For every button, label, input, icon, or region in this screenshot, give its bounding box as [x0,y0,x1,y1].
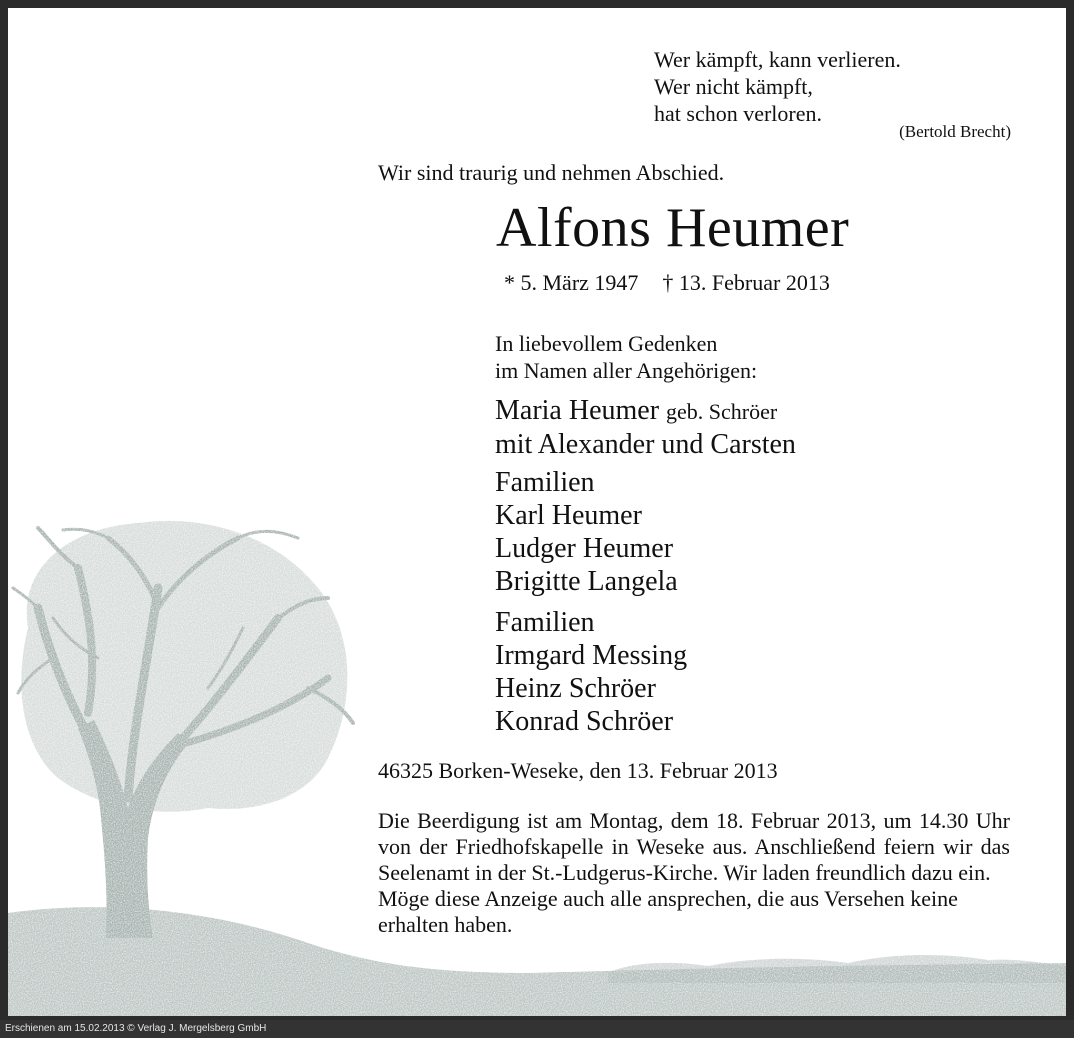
quote-block [654,46,901,127]
family-line: Irmgard Messing [495,640,688,671]
deceased-name: Alfons Heumer [496,197,850,259]
quote-line: Wer nicht kämpft, [654,74,813,99]
intro-text: Wir sind traurig und nehmen Abschied. [378,160,725,185]
family-line: Karl Heumer [495,500,642,531]
death-date: † 13. Februar 2013 [662,270,830,295]
birth-date: * 5. März 1947 [504,270,639,295]
widow-name: Maria Heumer [495,395,660,426]
family-line: Heinz Schröer [495,673,656,704]
obituary-card [8,8,1066,1016]
family-line: Familien [495,607,595,638]
quote-author: (Bertold Brecht) [899,122,1011,141]
family-line: Ludger Heumer [495,533,674,564]
family-group-2 [495,606,687,738]
publisher-footer: Erschienen am 15.02.2013 © Verlag J. Mergelsberg GmbH [0,1020,1074,1038]
family-line: Konrad Schröer [495,706,674,737]
funeral-paragraph: Die Beerdigung ist am Montag, dem 18. Februar 2013, um 14.30 Uhr von der Friedhofskapelle in Weseke aus. Anschließend feiern wir das Seelenamt in der St.-Ludgerus-Kirche. Wir laden freundlich dazu ein. [378,808,1010,885]
quote-line: hat schon verloren. [654,101,822,126]
memorial-text [495,330,757,384]
place-date: 46325 Borken-Weseke, den 13. Februar 2013 [378,758,778,783]
funeral-info [378,808,1010,938]
memorial-line: In liebevollem Gedenken [495,331,718,356]
funeral-note: Möge diese Anzeige auch alle ansprechen, die aus Versehen keine erhalten haben. [378,886,958,937]
family-group-1 [495,466,678,598]
family-line: Brigitte Langela [495,566,678,597]
widow-block [495,394,796,461]
quote-line: Wer kämpft, kann verlieren. [654,47,901,72]
widow-maiden-name: geb. Schröer [666,399,778,424]
memorial-line: im Namen aller Angehörigen: [495,358,758,383]
widow-children: mit Alexander und Carsten [495,429,796,460]
family-line: Familien [495,467,595,498]
life-dates [504,270,830,296]
